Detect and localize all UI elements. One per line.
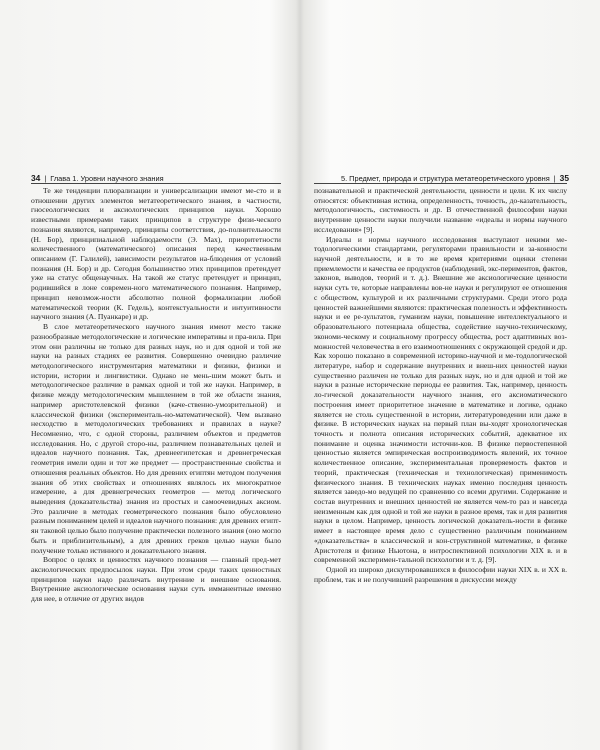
right-header-rule: [314, 183, 567, 184]
left-page-number: 34: [31, 173, 41, 183]
paragraph: Вопрос о целях и ценностях научного познания — главный пред-мет аксиологических предпосылок науки. При этом среди таких ценностных принципов науки надо различать внутренние и внешние основания. Внутренние аксиологические основания науки суть имманентные именно для нее, в отличие от других видов: [31, 555, 281, 604]
left-header-rule: [31, 183, 281, 184]
paragraph: В слое метатеоретического научного знания имеют место также разнообразные методологические и логические императивы и пра-вила. При этом они различны не только для разных наук, но и для одной и той же науки на разных стадиях ее развития. Совершенно очевидно различие методологического инструментария математики и физики, физики и истории, истории и лингвистики. Однако не мень-шим может быть и методологическое различие в рамках одной и той же науки. Например, в физике между методологическим мышлением в той же области знания, например аристотелевской физики (каче-ственно-умозрительной) и классической физики (эксперименталь-но-математической). Чем вызвано несходство в методологических требованиях и правилах в науке? Несомненно, что, с одной стороны, различием объектов и предметов исследования. Но, с другой сторо-ны, различием познавательных целей и идеалов научного познания. Так, древнеегипетская и древнегреческая геометрия имели один и тот же предмет — пространственные свойства и отношения реальных объектов. Но для древних египтян методом получения знания об этих свойствах и отношениях являлось их многократное измерение, а для древнегреческих геометров — метод логического выведения (доказательства) знания из простых и самоочевидных аксиом. Это различие в методах геометрического познания было обусловлено разным пониманием целей и идеалов научного познания: для древних египт-ян таковой целью было получение практически полезного знания (оно могло быть и приблизительным), а для древних греков целью науки было получение только истинного и доказательного знания.: [31, 322, 281, 555]
right-page: [300, 0, 600, 750]
left-body-text: [31, 186, 281, 604]
right-body-text: [314, 186, 567, 584]
paragraph: Идеалы и нормы научного исследования выступают некими ме-тодологическими стандартами, регуляторами правильности и за-конности научной деятельности, и в то же время критериями оценки степени приемлемости и качества ее продуктов (наблюдений, экс-периментов, фактов, законов, выводов, теорий и т. д.). Внешние же аксиологические ценности науки суть те, которые направлены вов-не науки и регулируют ее отношения с обществом, культурой и их различными структурами. Среди этого рода ценностей важнейшими являются: практическая полезность и эффективность науки и ее ре-зультатов, гуманизм науки, повышение интеллектуального и образовательного потенциала общества, содействие научно-техническому, экономи-ческому и социальному прогрессу общества, рост адаптивных воз-можностей человечества в его взаимоотношениях с окружающей средой и др. Как хорошо показано в современной историко-научной и ме-тодологической литературе, набор и содержание внутренних и внеш-них ценностей науки существенно различен не только для разных наук, но и для одной и той же науки в разные исторические периоды ее развития. Так, например, ценность ло-гической доказательности научного знания, его аксиоматического построения имеет приоритетное значение в математике и логике, однако является не столь существенной в истории, литературоведении или даже в физике. В исторических науках на первый план вы-ходят хронологическая точность и полнота описания исторических событий, адекватное их понимание и оценка значимости источни-ков. В физике первостепенной ценностью является эмпирическая воспроизводимость явлений, их точное количественное описание, экспериментальная проверяемость фактов и теорий, практическая (техническая и технологическая) применимость физического знания. В технических науках именно последняя ценность является заведо-мо ведущей по сравнению со всеми другими. Содержание и состав внутренних и внешних ценностей не является чем-то раз и навсегда неизменным как для одной и той же науки в разное время, так и для развития науки в целом. Например, ценность логической доказатель-ности в физике имеет в настоящее время дело с существенно различным пониманием «доказательства» в классической и кон-структивной математике, в физике Аристотеля и физике Ньютона, в интроспективной психологии XIX в. и в современной эксперимен-тальной психологии и т. д. [9].: [314, 234, 567, 565]
left-header-separator: |: [44, 173, 47, 183]
paragraph: познавательной и практической деятельности, ценности и цели. К их числу относятся: объективная истина, определенность, точность, до-казательность, методологичность, системность и др. В отечественной философии науки внутренние ценности науки получили название «идеалы и нормы научного исследования» [9].: [314, 186, 567, 234]
paragraph: Одной из широко дискутировавшихся в философии науки XIX в. и XX в. проблем, так и не получившей разрешения в дискуссии между: [314, 565, 567, 584]
right-header-separator: |: [553, 173, 556, 183]
right-running-head-title: 5. Предмет, природа и структура метатеоретического уровня: [340, 173, 550, 183]
paragraph: Те же тенденции плюрализации и универсализации имеют ме-сто и в отношении других элементов метатеоретического знания, в частности, гносеологических и аксиологических принципов науки. Хорошо известными примерами таких принципов в структуре физи-ческого познания являются, например, принципы соответствия, до-полнительности (Н. Бор), принципиальной наблюдаемости (Э. Мах), приоритетности количественного (математического) описания перед качественным описанием (Г. Галилей), зависимости результатов на-блюдения от условий познания (Н. Бор) и др. Сегодня большинство этих принципов претендует уже на статус общенаучных. На такой же статус претендует и принцип, родившийся в лоне современ-ного математического познания. Например, принцип невозмож-ности абсолютно полной формализации любой математической теории (К. Гедель), контекстуальности и интуитивности научного знания (А. Пуанкаре) и др.: [31, 186, 281, 322]
right-page-number: 35: [559, 173, 569, 183]
left-running-head-title: Глава 1. Уровни научного знания: [50, 173, 164, 183]
